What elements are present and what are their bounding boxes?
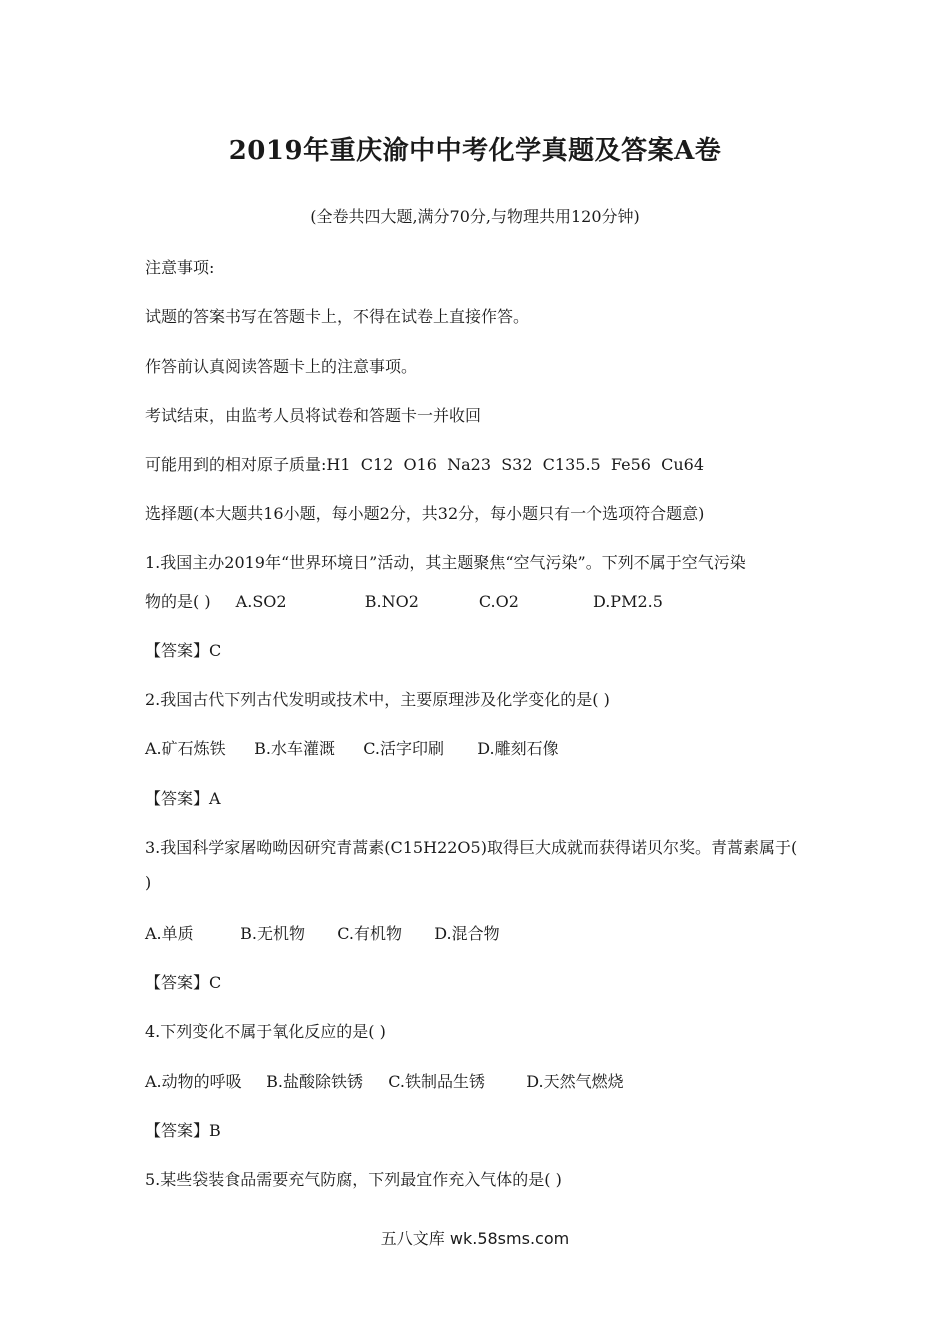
question-3-option-c: C.有机物 bbox=[337, 924, 402, 943]
question-3-options bbox=[145, 921, 500, 944]
question-2-option-a: A.矿石炼铁 bbox=[145, 739, 226, 758]
question-1-stem-tail: 物的是( ) bbox=[145, 592, 211, 611]
page-title: 2019年重庆渝中中考化学真题及答案A卷 bbox=[228, 136, 722, 166]
question-1-option-d: D.PM2.5 bbox=[592, 592, 663, 611]
notes-heading: 注意事项: bbox=[145, 258, 215, 277]
question-5-stem: 5.某些袋装食品需要充气防腐，下列最宜作充入气体的是( ) bbox=[145, 1170, 562, 1189]
question-4-stem: 4.下列变化不属于氧化反应的是( ) bbox=[145, 1022, 386, 1041]
note-item: 试题的答案书写在答题卡上，不得在试卷上直接作答。 bbox=[145, 307, 530, 326]
note-item: 考试结束，由监考人员将试卷和答题卡一并收回 bbox=[145, 406, 482, 425]
question-1-answer: 【答案】C bbox=[145, 641, 222, 660]
note-item: 作答前认真阅读答题卡上的注意事项。 bbox=[145, 357, 418, 376]
question-3-answer: 【答案】C bbox=[145, 973, 222, 992]
question-2-option-d: D.雕刻石像 bbox=[477, 739, 559, 758]
question-2-option-b: B.水车灌溉 bbox=[254, 739, 335, 758]
section-heading: 选择题(本大题共16小题，每小题2分，共32分，每小题只有一个选项符合题意) bbox=[145, 504, 705, 523]
question-1-option-b: B.NO2 bbox=[364, 592, 419, 611]
question-3-stem-cont: ) bbox=[145, 873, 152, 892]
question-2-option-c: C.活字印刷 bbox=[363, 739, 444, 758]
question-1-stem: 1.我国主办2019年“世界环境日”活动，其主题聚焦“空气污染”。下列不属于空气污染 bbox=[145, 553, 746, 572]
question-3-option-a: A.单质 bbox=[145, 924, 194, 943]
question-1-option-a: A.SO2 bbox=[235, 592, 287, 611]
question-2-stem: 2.我国古代下列古代发明或技术中，主要原理涉及化学变化的是( ) bbox=[145, 690, 610, 709]
question-4-answer: 【答案】B bbox=[145, 1121, 221, 1140]
question-4-option-a: A.动物的呼吸 bbox=[145, 1072, 242, 1091]
question-3-option-b: B.无机物 bbox=[240, 924, 305, 943]
question-2-answer: 【答案】A bbox=[145, 789, 221, 808]
atomic-masses: 可能用到的相对原子质量:H1 C12 O16 Na23 S32 C135.5 Fe56 Cu64 bbox=[145, 455, 705, 474]
question-1-option-c: C.O2 bbox=[478, 592, 519, 611]
question-4-option-c: C.铁制品生锈 bbox=[388, 1072, 485, 1091]
question-2-options bbox=[145, 736, 559, 759]
question-4-option-b: B.盐酸除铁锈 bbox=[266, 1072, 363, 1091]
question-4-options bbox=[145, 1069, 624, 1092]
question-4-option-d: D.天然气燃烧 bbox=[526, 1072, 624, 1091]
question-1-stem-cont bbox=[145, 589, 663, 612]
exam-subtitle: (全卷共四大题,满分70分,与物理共用120分钟) bbox=[310, 207, 640, 226]
question-3-option-d: D.混合物 bbox=[434, 924, 500, 943]
question-3-stem: 3.我国科学家屠呦呦因研究青蒿素(C15H22O5)取得巨大成就而获得诺贝尔奖。青蒿素属于( bbox=[145, 838, 798, 857]
page-footer: 五八文库 wk.58sms.com bbox=[380, 1229, 570, 1248]
